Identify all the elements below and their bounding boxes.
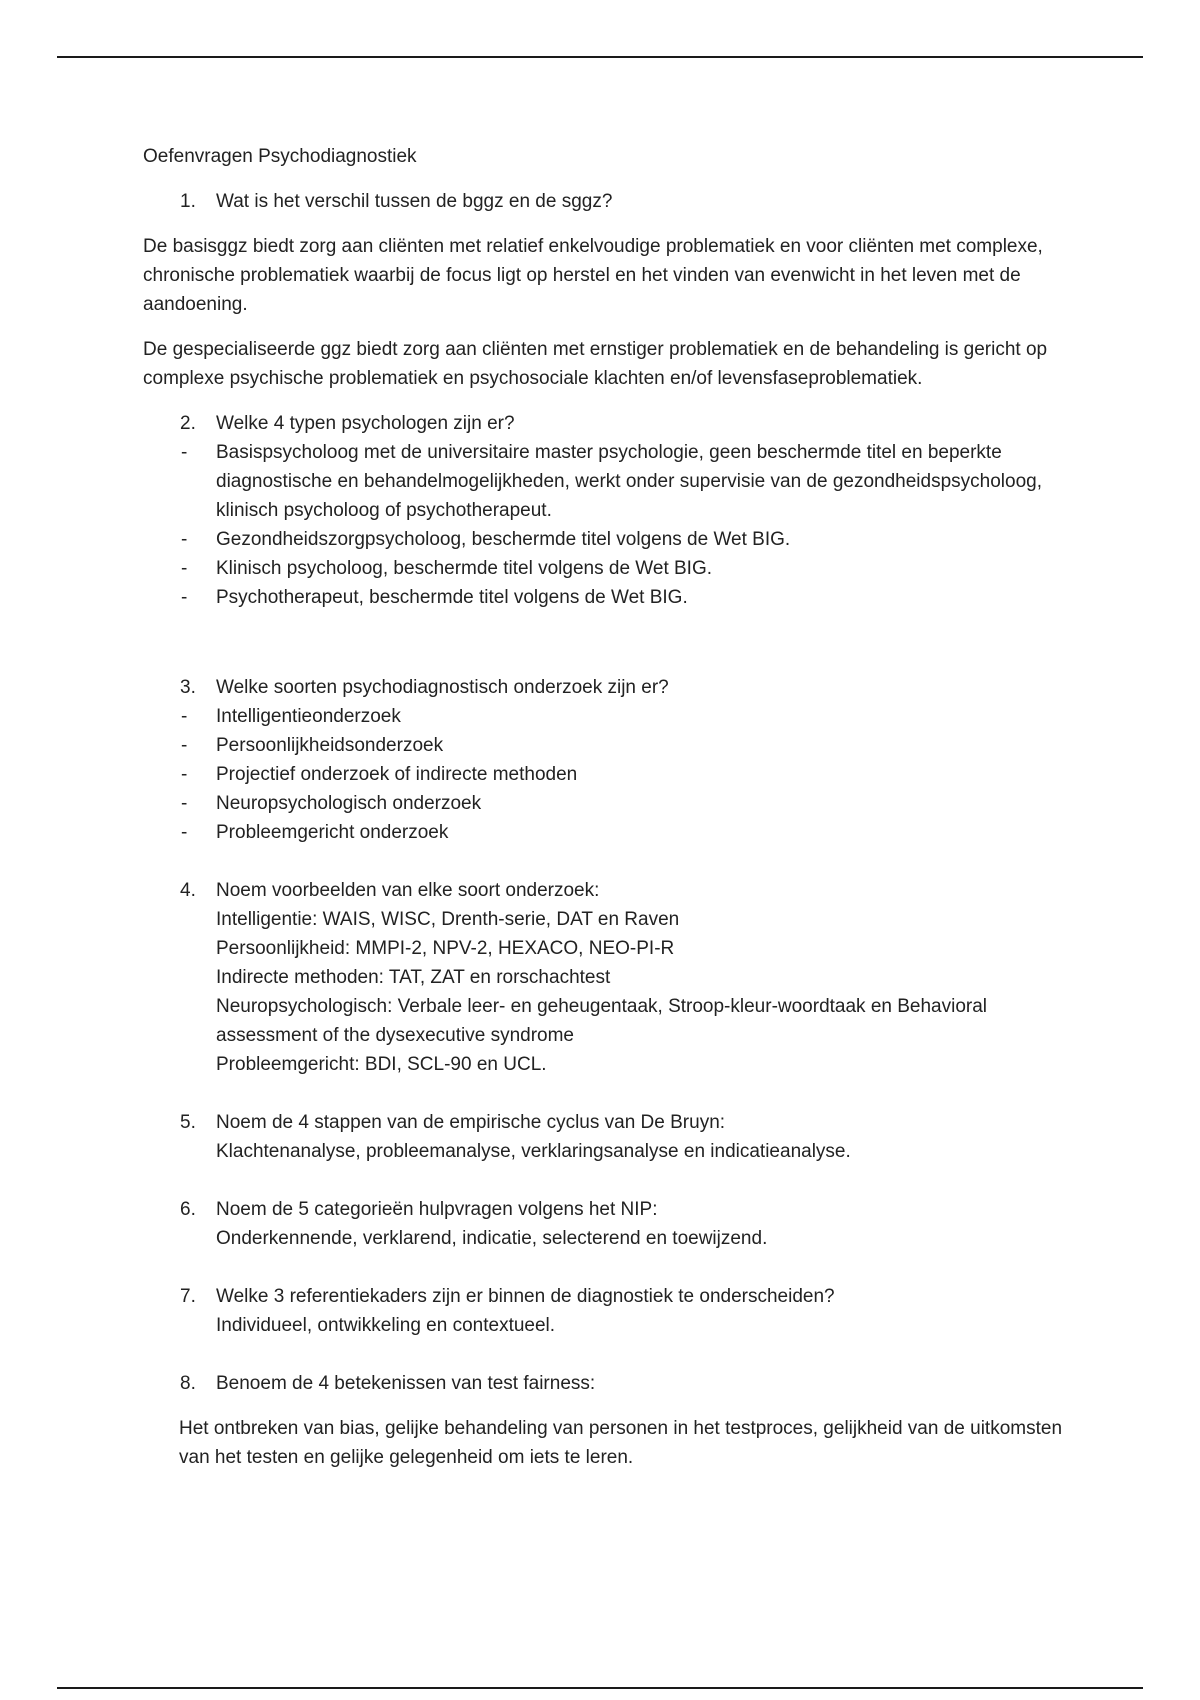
- spacer: [143, 1166, 1063, 1195]
- question-6: [143, 1195, 1063, 1224]
- question-text: Wat is het verschil tussen de bggz en de sggz?: [216, 191, 613, 212]
- bullet-dash: -: [181, 822, 188, 843]
- answer-line: Klachtenanalyse, probleemanalyse, verklaringsanalyse en indicatieanalyse.: [216, 1141, 851, 1162]
- bullet-dash: -: [181, 587, 188, 608]
- question-text: Noem de 4 stappen van de empirische cyclus van De Bruyn:: [216, 1112, 726, 1133]
- bullet-dash: -: [181, 558, 188, 579]
- answer-line: Onderkennende, verklarend, indicatie, selecterend en toewijzend.: [216, 1228, 768, 1249]
- answer-line: Indirecte methoden: TAT, ZAT en rorschachtest: [216, 967, 611, 988]
- question-number: 1.: [180, 191, 196, 212]
- question-number: 4.: [180, 880, 196, 901]
- list-item: - Probleemgericht onderzoek: [143, 818, 1063, 847]
- list-item: - Persoonlijkheidsonderzoek: [143, 731, 1063, 760]
- question-text: Welke 4 typen psychologen zijn er?: [216, 413, 515, 434]
- question-number: 6.: [180, 1199, 196, 1220]
- answer-line: Intelligentie: WAIS, WISC, Drenth-serie, DAT en Raven: [216, 909, 680, 930]
- question-text: Noem voorbeelden van elke soort onderzoek:: [216, 880, 600, 901]
- bullet-dash: -: [181, 764, 188, 785]
- answer-line: Neuropsychologisch: Verbale leer- en geheugentaak, Stroop-kleur-woordtaak en Behavioral assessment of the dysexecutive syndrome: [216, 996, 988, 1046]
- document-body: [143, 142, 1063, 1472]
- bullet-dash: -: [181, 442, 188, 463]
- question-text: Welke soorten psychodiagnostisch onderzoek zijn er?: [216, 677, 669, 698]
- spacer: [143, 1253, 1063, 1282]
- bullet-dash: -: [181, 735, 188, 756]
- top-rule: [57, 56, 1143, 58]
- spacer: [143, 1079, 1063, 1108]
- answer-1-paragraph-2: De gespecialiseerde ggz biedt zorg aan cliënten met ernstiger problematiek en de behandeling is gericht op complexe psychische problematiek en psychosociale klachten en/of levensfaseproblematiek.: [143, 339, 1048, 389]
- spacer: [143, 1340, 1063, 1369]
- question-text: Welke 3 referentiekaders zijn er binnen de diagnostiek te onderscheiden?: [216, 1286, 835, 1307]
- list-item: - Psychotherapeut, beschermde titel volgens de Wet BIG.: [143, 583, 1063, 612]
- spacer: [143, 847, 1063, 876]
- question-5: [143, 1108, 1063, 1137]
- question-number: 5.: [180, 1112, 196, 1133]
- question-text: Benoem de 4 betekenissen van test fairness:: [216, 1373, 596, 1394]
- spacer: [143, 612, 1063, 673]
- question-8: [143, 1369, 1063, 1398]
- answer-8-paragraph: Het ontbreken van bias, gelijke behandeling van personen in het testproces, gelijkheid van de uitkomsten van het testen en gelijke gelegenheid om iets te leren.: [179, 1418, 1063, 1468]
- list-item: - Neuropsychologisch onderzoek: [143, 789, 1063, 818]
- question-number: 7.: [180, 1286, 196, 1307]
- question-7: [143, 1282, 1063, 1311]
- answer-1-paragraph-1: De basisggz biedt zorg aan cliënten met relatief enkelvoudige problematiek en voor cliënten met complexe, chronische problematiek waarbij de focus ligt op herstel en het vinden van evenwicht in het leven met de aandoening.: [143, 236, 1043, 315]
- document-title: Oefenvragen Psychodiagnostiek: [143, 146, 417, 167]
- answer-line: Persoonlijkheid: MMPI-2, NPV-2, HEXACO, NEO-PI-R: [216, 938, 675, 959]
- question-2: [143, 409, 1063, 438]
- list-item: - Intelligentieonderzoek: [143, 702, 1063, 731]
- bottom-rule: [57, 1687, 1143, 1689]
- answer-line: Probleemgericht: BDI, SCL-90 en UCL.: [216, 1054, 547, 1075]
- question-3: [143, 673, 1063, 702]
- question-number: 3.: [180, 677, 196, 698]
- question-number: 8.: [180, 1373, 196, 1394]
- list-item: - Gezondheidszorgpsycholoog, beschermde titel volgens de Wet BIG.: [143, 525, 1063, 554]
- list-item: - Basispsycholoog met de universitaire master psychologie, geen beschermde titel en beperkte diagnostische en behandelmogelijkheden, werkt onder supervisie van de gezondheidspsycholoog, klinisch psycholoog of psychotherapeut.: [143, 438, 1063, 525]
- bullet-dash: -: [181, 706, 188, 727]
- bullet-dash: -: [181, 529, 188, 550]
- bullet-dash: -: [181, 793, 188, 814]
- question-1: [143, 187, 1063, 216]
- question-number: 2.: [180, 413, 196, 434]
- question-text: Noem de 5 categorieën hulpvragen volgens het NIP:: [216, 1199, 658, 1220]
- answer-line: Individueel, ontwikkeling en contextueel.: [216, 1315, 556, 1336]
- question-4: [143, 876, 1063, 905]
- list-item: - Projectief onderzoek of indirecte methoden: [143, 760, 1063, 789]
- list-item: - Klinisch psycholoog, beschermde titel volgens de Wet BIG.: [143, 554, 1063, 583]
